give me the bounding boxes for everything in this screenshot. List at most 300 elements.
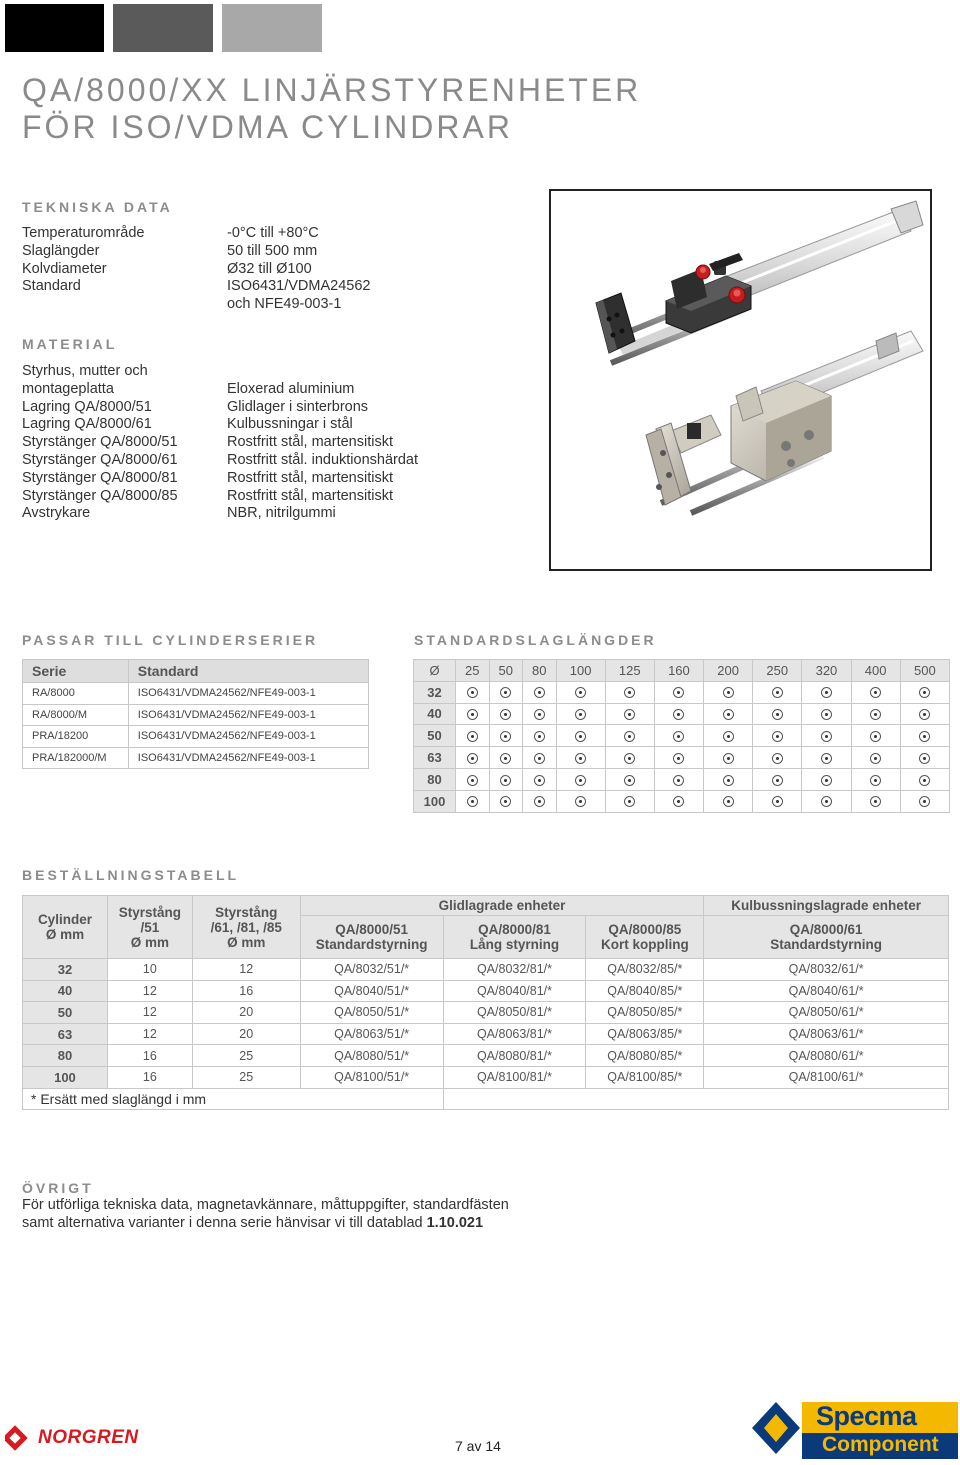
availability-cell [851,703,900,725]
available-dot-icon [821,687,832,698]
order-table [22,895,949,1110]
column-header-stroke: 250 [753,660,802,682]
availability-cell [489,703,523,725]
table-row [23,959,949,981]
table-row [414,703,950,725]
availability-cell [802,768,851,790]
norgren-wordmark: NORGREN [38,1427,139,1448]
rod-51-cell: 12 [107,980,192,1002]
part-81-cell: QA/8100/81/* [443,1066,586,1088]
available-dot-icon [673,709,684,720]
material-label: Styrstänger QA/8000/61 [22,451,178,468]
serie-cell: RA/8000/M [23,704,129,726]
tech-label: Kolvdiameter [22,260,107,277]
available-dot-icon [772,753,783,764]
datasheet-reference: 1.10.021 [426,1214,484,1231]
availability-cell [456,747,490,769]
available-dot-icon [575,709,586,720]
standard-cell: ISO6431/VDMA24562/NFE49-003-1 [128,704,368,726]
column-header-stroke: 100 [556,660,605,682]
table-row [23,683,369,705]
available-dot-icon [919,709,930,720]
part-61-cell: QA/8080/61/* [704,1045,949,1067]
available-dot-icon [467,731,478,742]
page-title [22,72,641,146]
header-text: Cylinder [37,912,92,927]
page-number: 7 av 14 [455,1438,501,1454]
available-dot-icon [673,796,684,807]
serie-cell: PRA/18200 [23,726,129,748]
availability-cell [523,725,557,747]
tech-label: Temperaturområde [22,225,145,241]
table-row [23,1002,949,1024]
available-dot-icon [534,775,545,786]
rod-61-cell: 16 [192,980,300,1002]
tech-value: och NFE49-003-1 [227,296,342,313]
column-header-stroke: 500 [900,660,949,682]
header-bar-light [222,4,322,52]
availability-cell [489,681,523,703]
available-dot-icon [500,709,511,720]
table-row [23,980,949,1002]
material-value: Rostfritt stål. induktionshärdat [227,451,419,468]
available-dot-icon [575,731,586,742]
header-text: Styrstång [215,904,278,920]
rod-61-cell: 25 [192,1045,300,1067]
header-text: Ø mm [130,934,169,950]
available-dot-icon [534,753,545,764]
available-dot-icon [870,753,881,764]
cylinder-cell: 80 [23,1045,108,1067]
availability-cell [456,790,490,812]
series-heading: PASSAR TILL CYLINDERSERIER [22,632,319,648]
availability-cell [523,790,557,812]
available-dot-icon [723,753,734,764]
material-labels [22,363,178,523]
rod-61-cell: 25 [192,1066,300,1088]
availability-cell [900,725,949,747]
part-51-cell: QA/8063/51/* [300,1023,443,1045]
product-image [549,189,932,571]
tech-labels [22,225,145,296]
rod-51-cell: 12 [107,1023,192,1045]
available-dot-icon [624,796,635,807]
standard-cell: ISO6431/VDMA24562/NFE49-003-1 [128,683,368,705]
tech-value: Ø32 till Ø100 [227,260,312,277]
part-81-cell: QA/8050/81/* [443,1002,586,1024]
part-81-cell: QA/8032/81/* [443,959,586,981]
available-dot-icon [624,731,635,742]
availability-cell [851,768,900,790]
column-header-stroke: 200 [704,660,753,682]
part-61-cell: QA/8063/61/* [704,1023,949,1045]
table-row [23,726,369,748]
specma-logo [750,1396,960,1462]
other-line-text: samt alternativa varianter i denna serie hänvisar vi till datablad [22,1214,427,1231]
serie-cell: PRA/182000/M [23,747,129,769]
standard-cell: ISO6431/VDMA24562/NFE49-003-1 [128,726,368,748]
header-text: /61, /81, /85 [210,919,282,935]
available-dot-icon [919,796,930,807]
availability-cell [556,703,605,725]
rod-51-cell: 16 [107,1066,192,1088]
available-dot-icon [919,753,930,764]
diameter-cell: 80 [414,768,456,790]
table-header-row [414,660,950,682]
availability-cell [802,681,851,703]
part-51-cell: QA/8040/51/* [300,980,443,1002]
table-row [414,681,950,703]
material-value: Rostfritt stål, martensitiskt [227,434,393,451]
header-text: Kort koppling [600,937,689,952]
availability-cell [900,790,949,812]
available-dot-icon [624,775,635,786]
available-dot-icon [673,775,684,786]
available-dot-icon [673,687,684,698]
available-dot-icon [919,731,930,742]
available-dot-icon [870,709,881,720]
component-wordmark: Component [822,1433,939,1456]
rod-61-cell: 20 [192,1023,300,1045]
rod-61-cell: 20 [192,1002,300,1024]
part-51-cell: QA/8050/51/* [300,1002,443,1024]
availability-cell [802,790,851,812]
material-label: Lagring QA/8000/61 [22,416,152,433]
header-text: Ø mm [45,927,85,942]
availability-cell [704,790,753,812]
title-line-1: QA/8000/XX LINJÄRSTYRENHETER [22,72,642,108]
availability-cell [753,725,802,747]
availability-cell [654,747,703,769]
availability-cell [489,768,523,790]
part-85-cell: QA/8040/85/* [586,980,704,1002]
table-row [23,1045,949,1067]
available-dot-icon [723,731,734,742]
diameter-cell: 40 [414,703,456,725]
available-dot-icon [821,709,832,720]
availability-cell [704,725,753,747]
available-dot-icon [723,687,734,698]
available-dot-icon [500,753,511,764]
diameter-cell: 100 [414,790,456,812]
material-values [227,363,418,523]
header-text: Standardstyrning [315,937,428,952]
part-85-cell: QA/8063/85/* [586,1023,704,1045]
order-heading: BESTÄLLNINGSTABELL [22,867,240,883]
availability-cell [556,725,605,747]
available-dot-icon [870,796,881,807]
column-header-stroke: 160 [654,660,703,682]
available-dot-icon [821,796,832,807]
column-header-qa-51 [300,916,443,959]
available-dot-icon [723,775,734,786]
table-row [414,768,950,790]
column-header-stroke: 25 [456,660,490,682]
tech-value: -0°C till +80°C [227,225,319,241]
available-dot-icon [575,687,586,698]
availability-cell [456,768,490,790]
header-text: Styrstång [118,904,181,920]
available-dot-icon [534,709,545,720]
stroke-length-table [413,659,950,813]
norgren-emblem-icon [5,1425,35,1451]
availability-cell [753,768,802,790]
material-label: Styrhus, mutter och [22,363,148,379]
availability-cell [523,768,557,790]
availability-cell [605,747,654,769]
header-text: Ø mm [227,934,266,950]
table-row [414,725,950,747]
available-dot-icon [500,775,511,786]
header-text: Standardstyrning [770,937,883,952]
availability-cell [556,768,605,790]
availability-cell [704,768,753,790]
available-dot-icon [500,687,511,698]
standard-cell: ISO6431/VDMA24562/NFE49-003-1 [128,747,368,769]
availability-cell [753,703,802,725]
part-85-cell: QA/8080/85/* [586,1045,704,1067]
available-dot-icon [870,731,881,742]
available-dot-icon [723,709,734,720]
rod-51-cell: 10 [107,959,192,981]
other-line: För utförliga tekniska data, magnetavkännare, måttuppgifter, standardfästen [22,1197,509,1213]
diameter-cell: 32 [414,681,456,703]
part-61-cell: QA/8032/61/* [704,959,949,981]
column-header-diameter: Ø [414,660,456,682]
column-header-serie: Serie [23,660,129,683]
group-header-glidlagrade: Glidlagrade enheter [300,896,704,916]
column-header-cylinder [23,896,108,959]
material-value: NBR, nitrilgummi [227,505,336,522]
part-61-cell: QA/8040/61/* [704,980,949,1002]
available-dot-icon [624,753,635,764]
availability-cell [654,790,703,812]
column-header-stroke: 80 [523,660,557,682]
rod-61-cell: 12 [192,959,300,981]
availability-cell [654,703,703,725]
available-dot-icon [673,753,684,764]
diameter-cell: 63 [414,747,456,769]
table-row [414,747,950,769]
availability-cell [523,747,557,769]
availability-cell [456,703,490,725]
part-81-cell: QA/8063/81/* [443,1023,586,1045]
table-row [414,790,950,812]
column-header-stroke: 400 [851,660,900,682]
other-text [22,1197,509,1232]
availability-cell [605,790,654,812]
availability-cell [489,725,523,747]
column-header-qa-85 [586,916,704,959]
available-dot-icon [624,709,635,720]
material-value: Rostfritt stål, martensitiskt [227,487,393,504]
available-dot-icon [919,775,930,786]
availability-cell [654,768,703,790]
column-header-stroke: 320 [802,660,851,682]
availability-cell [605,681,654,703]
part-61-cell: QA/8100/61/* [704,1066,949,1088]
availability-cell [489,747,523,769]
table-header-row [23,660,369,683]
tech-values [227,225,370,314]
available-dot-icon [467,687,478,698]
available-dot-icon [772,731,783,742]
column-header-qa-61 [704,916,949,959]
material-label: Styrstänger QA/8000/81 [22,469,178,486]
material-heading: MATERIAL [22,336,118,352]
availability-cell [605,768,654,790]
availability-cell [900,768,949,790]
material-label: Lagring QA/8000/51 [22,398,152,415]
available-dot-icon [673,731,684,742]
material-value: Rostfritt stål, martensitiskt [227,469,393,486]
header-text: QA/8000/81 [478,922,551,937]
available-dot-icon [821,753,832,764]
strokes-heading: STANDARDSLAGLÄNGDER [414,632,657,648]
availability-cell [900,747,949,769]
available-dot-icon [575,796,586,807]
header-text: /51 [140,919,160,935]
cylinder-cell: 63 [23,1023,108,1045]
column-header-standard: Standard [128,660,368,683]
part-51-cell: QA/8080/51/* [300,1045,443,1067]
header-text: QA/8000/51 [335,922,409,937]
available-dot-icon [870,687,881,698]
availability-cell [556,790,605,812]
tech-label: Standard [22,278,81,295]
part-85-cell: QA/8050/85/* [586,1002,704,1024]
series-table [22,659,369,769]
available-dot-icon [467,796,478,807]
availability-cell [802,747,851,769]
material-label: Styrstänger QA/8000/85 [22,487,178,504]
availability-cell [900,703,949,725]
tech-value: ISO6431/VDMA24562 [227,278,371,295]
availability-cell [704,747,753,769]
availability-cell [456,681,490,703]
available-dot-icon [467,753,478,764]
part-85-cell: QA/8032/85/* [586,959,704,981]
availability-cell [523,703,557,725]
part-51-cell: QA/8100/51/* [300,1066,443,1088]
table-header-row [23,896,949,916]
serie-cell: RA/8000 [23,683,129,705]
header-text: QA/8000/85 [608,922,682,937]
available-dot-icon [467,709,478,720]
availability-cell [556,747,605,769]
part-61-cell: QA/8050/61/* [704,1002,949,1024]
tech-label: Slaglängder [22,242,100,259]
cylinder-cell: 50 [23,1002,108,1024]
available-dot-icon [575,753,586,764]
table-row [23,1023,949,1045]
column-header-qa-81 [443,916,586,959]
part-81-cell: QA/8080/81/* [443,1045,586,1067]
material-label: Avstrykare [22,505,91,522]
cylinder-cell: 40 [23,980,108,1002]
header-bar-black [5,4,104,52]
note-row [23,1088,949,1110]
availability-cell [654,725,703,747]
available-dot-icon [500,731,511,742]
available-dot-icon [821,775,832,786]
rod-51-cell: 12 [107,1002,192,1024]
lower-guide-unit [646,331,923,513]
tech-value: 50 till 500 mm [227,242,318,259]
available-dot-icon [467,775,478,786]
availability-cell [753,681,802,703]
availability-cell [523,681,557,703]
available-dot-icon [821,731,832,742]
material-value: Glidlager i sinterbrons [227,398,369,415]
empty-cell [443,1088,948,1110]
availability-cell [851,725,900,747]
availability-cell [851,747,900,769]
other-heading: ÖVRIGT [22,1180,94,1196]
availability-cell [489,790,523,812]
available-dot-icon [624,687,635,698]
available-dot-icon [534,687,545,698]
availability-cell [802,703,851,725]
table-row [23,747,369,769]
available-dot-icon [575,775,586,786]
other-line [22,1215,509,1233]
title-line-2: FÖR ISO/VDMA CYLINDRAR [22,109,513,145]
rod-51-cell: 16 [107,1045,192,1067]
available-dot-icon [534,796,545,807]
available-dot-icon [723,796,734,807]
part-51-cell: QA/8032/51/* [300,959,443,981]
header-bar-dark [113,4,213,52]
norgren-logo [5,1425,139,1451]
table-row [23,704,369,726]
upper-guide-unit [596,201,923,363]
part-85-cell: QA/8100/85/* [586,1066,704,1088]
material-value: Kulbussningar i stål [227,416,353,433]
availability-cell [900,681,949,703]
available-dot-icon [500,796,511,807]
cylinder-cell: 100 [23,1066,108,1088]
order-footnote: * Ersätt med slaglängd i mm [23,1088,444,1110]
column-header-stroke: 50 [489,660,523,682]
available-dot-icon [534,731,545,742]
column-header-rod-51 [107,896,192,959]
availability-cell [456,725,490,747]
header-text: QA/8000/61 [789,922,863,937]
column-header-stroke: 125 [605,660,654,682]
part-81-cell: QA/8040/81/* [443,980,586,1002]
header-text: Lång styrning [469,937,560,952]
available-dot-icon [870,775,881,786]
availability-cell [753,790,802,812]
tech-heading: TEKNISKA DATA [22,199,173,215]
available-dot-icon [919,687,930,698]
availability-cell [851,790,900,812]
specma-wordmark: Specma [816,1401,917,1431]
diameter-cell: 50 [414,725,456,747]
material-value: Eloxerad aluminium [227,380,355,397]
availability-cell [556,681,605,703]
availability-cell [753,747,802,769]
material-label: montageplatta [22,380,114,397]
availability-cell [802,725,851,747]
cylinder-cell: 32 [23,959,108,981]
availability-cell [704,681,753,703]
availability-cell [605,725,654,747]
availability-cell [704,703,753,725]
availability-cell [851,681,900,703]
available-dot-icon [772,775,783,786]
